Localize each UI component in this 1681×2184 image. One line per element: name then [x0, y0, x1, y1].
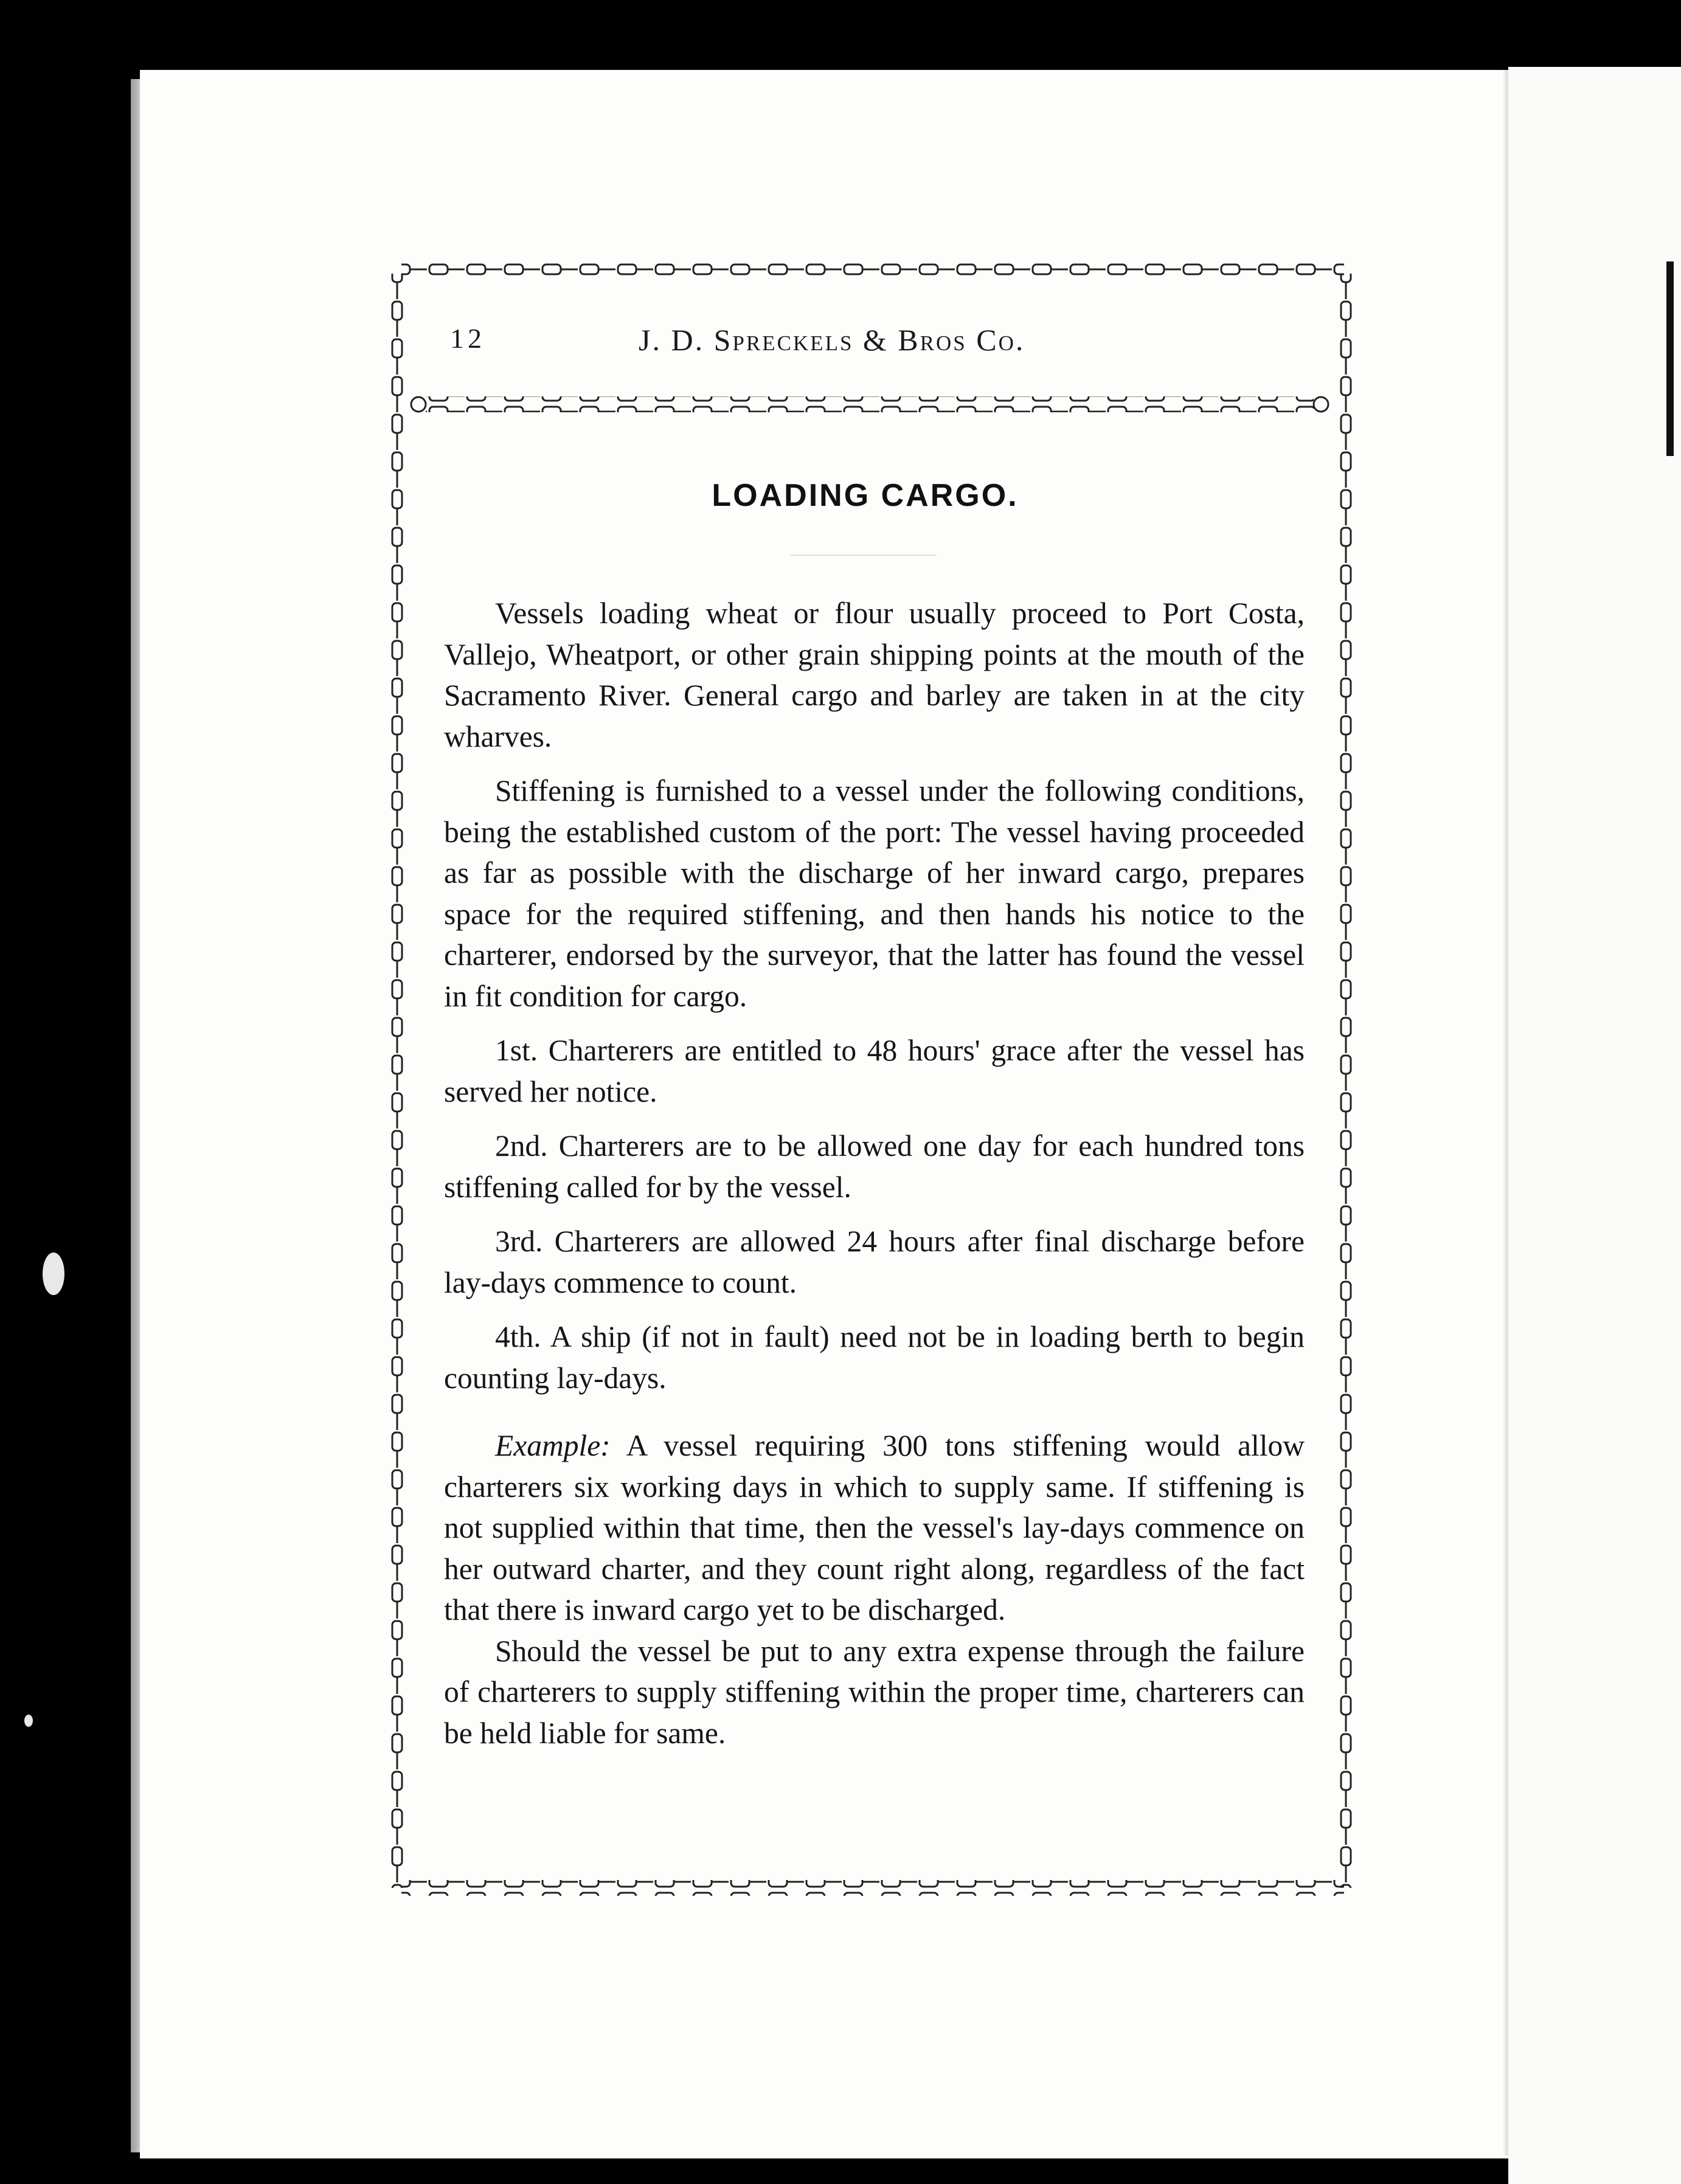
paragraph: 3rd. Charterers are allowed 24 hours after final discharge before lay-days commence to count.	[444, 1225, 1305, 1299]
body-text	[444, 593, 1305, 1754]
running-head: J. D. Spreckels & Bros Co.	[639, 323, 1025, 357]
paragraph: Vessels loading wheat or flour usually proceed to Port Costa, Vallejo, Wheatport, or other grain shipping points at the mouth of the Sacramento River. General cargo and barley are taken in at the city wharves.	[444, 596, 1305, 753]
paragraph: 1st. Charterers are entitled to 48 hours' grace after the vessel has served her notice.	[444, 1034, 1305, 1108]
facing-page-edge	[1508, 67, 1681, 2184]
example-paragraph	[444, 1425, 1305, 1631]
page-header	[450, 322, 1326, 359]
paragraph: 4th. A ship (if not in fault) need not be in loading berth to begin counting lay-days.	[444, 1320, 1305, 1395]
example-label: Example:	[495, 1429, 611, 1462]
closing-paragraph: Should the vessel be put to any extra expense through the failure of charterers to supply stiffening within the proper time, charterers can be held liable for same.	[444, 1634, 1305, 1750]
example-text: A vessel requiring 300 tons stiffening would allow charterers six working days in which to supply same. If stiffening is not supplied within that time, then the vessel's lay-days commence on her outward charter, and they count right along, regardless of the fact that there is inward cargo yet to be discharged.	[444, 1429, 1305, 1626]
paragraph: 2nd. Charterers are to be allowed one day for each hundred tons stiffening called for by the vessel.	[444, 1129, 1305, 1204]
page-number: 12	[450, 323, 485, 354]
scan-speck	[43, 1253, 64, 1295]
facing-page-mark	[1666, 261, 1674, 456]
scan-speck	[24, 1715, 33, 1727]
title-rule	[791, 555, 937, 556]
paragraph: Stiffening is furnished to a vessel under the following conditions, being the established custom of the port: The vessel having proceeded as far as possible with the discharge of her inward cargo, prepares space for the required stiffening, and then hands his notice to the charterer, endorsed by the surveyor, that the latter has found the vessel in fit condition for cargo.	[444, 774, 1305, 1013]
section-title: LOADING CARGO.	[712, 478, 1019, 513]
